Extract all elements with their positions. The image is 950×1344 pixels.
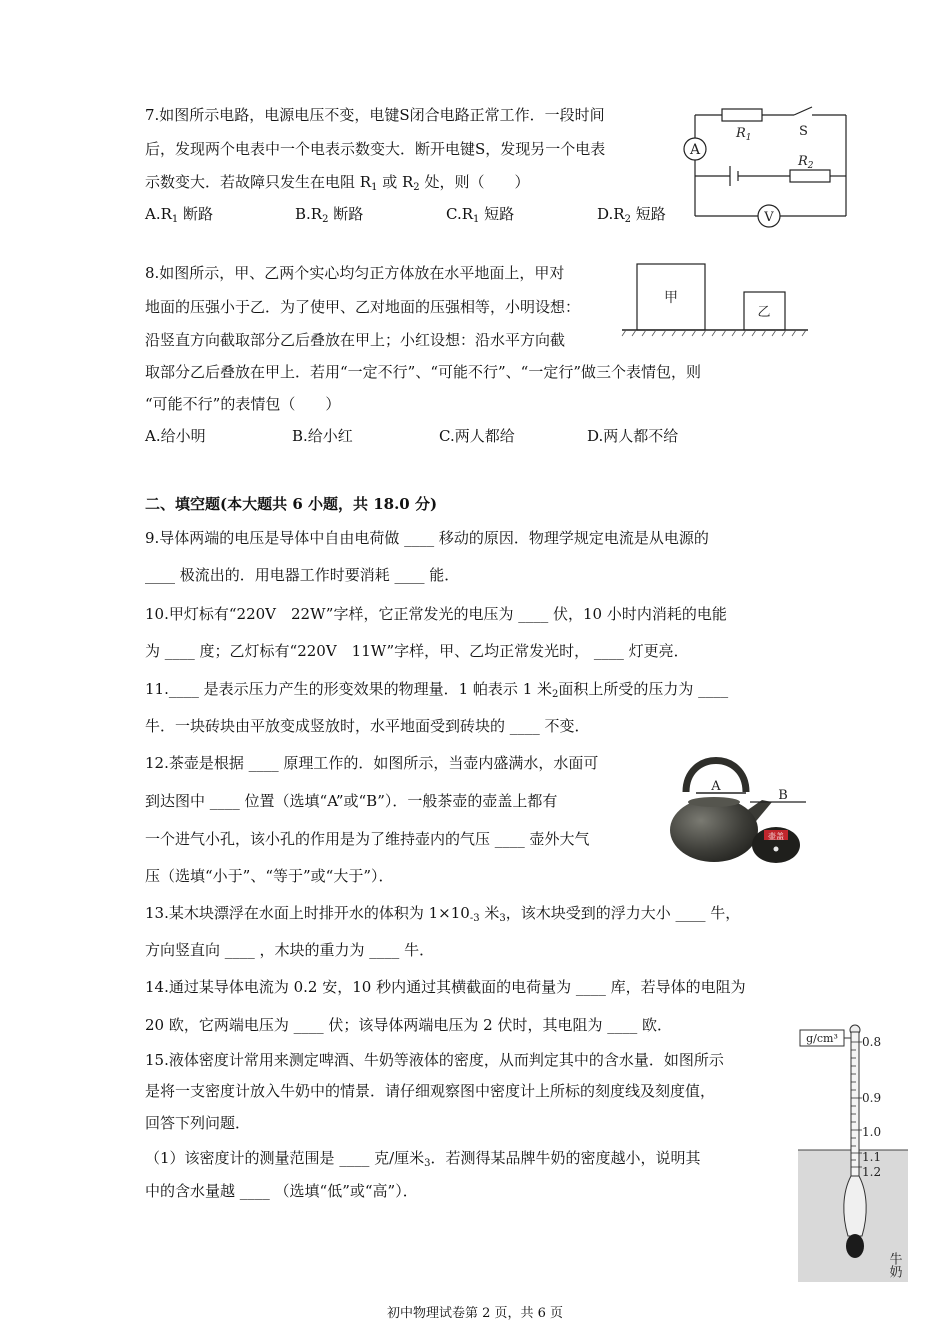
- q11-text: 11.____ 是表示压力产生的形变效果的物理量．1 帕表示 1 米: [145, 680, 553, 698]
- q11-line-2: 牛．一块砖块由平放变成竖放时，水平地面受到砖块的 ____ 不变．: [145, 717, 590, 735]
- yi-label: 乙: [757, 305, 771, 320]
- q7-text: 示数变大．若故障只发生在电阻 R: [145, 173, 372, 191]
- ammeter-label: A: [689, 142, 701, 158]
- r1-label: R: [736, 126, 746, 141]
- jia-label: 甲: [664, 290, 678, 306]
- lid-hole: [774, 847, 779, 852]
- q7-option-b[interactable]: $B.R_2$ 断路: [295, 205, 364, 225]
- q11-sub: 2: [552, 689, 559, 700]
- q15-text: ．若测得某品牌牛奶的密度越小，说明其: [430, 1149, 701, 1167]
- q8-line-4: 取部分乙后叠放在甲上．若用“一定不行”、“可能不行”、“一定行”做三个表情包，则: [145, 363, 702, 381]
- q13-text: 13.某木块漂浮在水面上时排开水的体积为 1×10: [145, 904, 470, 922]
- hydrometer-bulb: [844, 1176, 866, 1236]
- r1-sub: 1: [745, 133, 752, 143]
- q13-sup: 3: [499, 913, 506, 924]
- q8-line-1: 8.如图所示，甲、乙两个实心均匀正方体放在水平地面上，甲对: [145, 264, 565, 282]
- q7-text: 处，则（ ）: [419, 173, 530, 191]
- q8-option-d[interactable]: D.两人都不给: [587, 427, 679, 445]
- hydrometer-weight: [846, 1234, 864, 1258]
- q8-option-c[interactable]: C.两人都给: [439, 427, 515, 445]
- q15-line-2: 是将一支密度计放入牛奶中的情景．请仔细观察图中密度计上所标的刻度线及刻度值，: [145, 1082, 716, 1100]
- label-b: B: [778, 788, 788, 803]
- hydrometer-figure: [798, 1018, 910, 1282]
- q12-line-1: 12.茶壶是根据 ____ 原理工作的．如图所示，当壶内盛满水，水面可: [145, 754, 599, 772]
- milk-label: 牛奶: [886, 1252, 902, 1278]
- teapot-figure: [666, 742, 812, 866]
- q15-part1-line-1: [145, 1148, 701, 1174]
- q7-line-2: 后，发现两个电表中一个电表示数变大．断开电键S，发现另一个电表: [145, 140, 606, 158]
- q7-line-1: 7.如图所示电路，电源电压不变，电键S闭合电路正常工作．一段时间: [145, 106, 605, 124]
- q15-text: （1）该密度计的测量范围是 ____ 克/厘米: [145, 1149, 425, 1167]
- q8-option-b[interactable]: B.给小红: [292, 427, 353, 445]
- q7-line-3: [145, 172, 529, 198]
- svg-text:R1: [735, 126, 752, 143]
- label-a: A: [711, 779, 721, 794]
- q13-line-1: [145, 903, 740, 929]
- r2-label: R: [798, 154, 808, 169]
- switch-label: S: [799, 124, 808, 139]
- q14-line-1: 14.通过某导体电流为 0.2 安，10 秒内通过其横截面的电荷量为 ____ 库，若导体的电阻为: [145, 978, 746, 996]
- q11-line-1: [145, 679, 728, 705]
- q13-text: ，该木块受到的浮力大小 ____ 牛，: [505, 904, 741, 922]
- q15-part1-line-2: 中的含水量越 ____ （选填“低”或“高”）．: [145, 1182, 418, 1200]
- circuit-diagram: [678, 105, 853, 230]
- lid-label: 壶盖: [768, 832, 784, 841]
- q9-line-1: 9.导体两端的电压是导体中自由电荷做 ____ 移动的原因．物理学规定电流是从电源的: [145, 529, 709, 547]
- q9-line-2: ____ 极流出的．用电器工作时要消耗 ____ 能．: [145, 566, 460, 584]
- q12-line-4: 压（选填“小于”、“等于”或“大于”）．: [145, 867, 394, 885]
- q13-line-2: 方向竖直向 ____ ，木块的重力为 ____ 牛．: [145, 941, 435, 959]
- q14-line-2: 20 欧，它两端电压为 ____ 伏；该导体两端电压为 2 伏时，其电阻为 ____ 欧．: [145, 1016, 673, 1034]
- q7-option-a[interactable]: $A.R_1$ 断路: [145, 205, 214, 225]
- q10-line-1: 10.甲灯标有“220V 22W”字样，它正常发光的电压为 ____ 伏，10 小时内消耗的电能: [145, 605, 727, 623]
- q7-text: 或 R: [377, 173, 414, 191]
- tick-label: 1.1: [862, 1150, 882, 1164]
- q15-sub: 3: [424, 1158, 431, 1169]
- section-2-heading: 二、填空题(本大题共 6 小题，共 18.0 分): [145, 495, 438, 513]
- voltmeter-label: V: [764, 210, 774, 225]
- q7-sub: 1: [371, 182, 378, 193]
- resistor-r1: [722, 109, 762, 121]
- q7-option-d[interactable]: $D.R_2$ 短路: [597, 205, 666, 225]
- q7-option-c[interactable]: $C.R_1$ 短路: [446, 205, 515, 225]
- q11-text: 面积上所受的压力为 ____: [558, 680, 729, 698]
- q15-line-1: 15.液体密度计常用来测定啤酒、牛奶等液体的密度，从而判定其中的含水量．如图所示: [145, 1051, 724, 1069]
- q8-option-a[interactable]: A.给小明: [145, 427, 206, 445]
- tick-label: 0.9: [862, 1091, 882, 1105]
- tick-label: 0.8: [862, 1035, 882, 1049]
- switch-s: [794, 107, 812, 115]
- page-footer: 初中物理试卷第 2 页，共 6 页: [386, 1306, 564, 1321]
- r2-sub: 2: [807, 161, 814, 171]
- unit-label: g/cm³: [806, 1032, 838, 1045]
- q7-sub: 2: [413, 182, 420, 193]
- svg-text:R2: [797, 154, 814, 171]
- q15-line-3: 回答下列问题．: [145, 1114, 251, 1132]
- tick-label: 1.2: [862, 1165, 882, 1179]
- cubes-figure: [620, 260, 810, 340]
- hydrometer-stem: [851, 1032, 859, 1176]
- q12-line-3: 一个进气小孔，该小孔的作用是为了维持壶内的气压 ____ 壶外大气: [145, 830, 590, 848]
- q8-line-2: 地面的压强小于乙．为了使甲、乙对地面的压强相等，小明设想：: [145, 298, 581, 316]
- q13-sup: -3: [469, 913, 480, 924]
- q12-line-2: 到达图中 ____ 位置（选填“A”或“B”）．一般茶壶的壶盖上都有: [145, 792, 558, 810]
- q8-line-3: 沿竖直方向截取部分乙后叠放在甲上；小红设想：沿水平方向截: [145, 331, 566, 349]
- q8-line-5: “可能不行”的表情包（ ）: [145, 395, 341, 413]
- resistor-r2: [790, 170, 830, 182]
- q10-line-2: 为 ____ 度；乙灯标有“220V 11W”字样，甲、乙均正常发光时， ____ 灯更亮．: [145, 642, 689, 660]
- tick-label: 1.0: [862, 1125, 882, 1139]
- teapot-body: [670, 798, 758, 862]
- q13-text: 米: [479, 904, 500, 922]
